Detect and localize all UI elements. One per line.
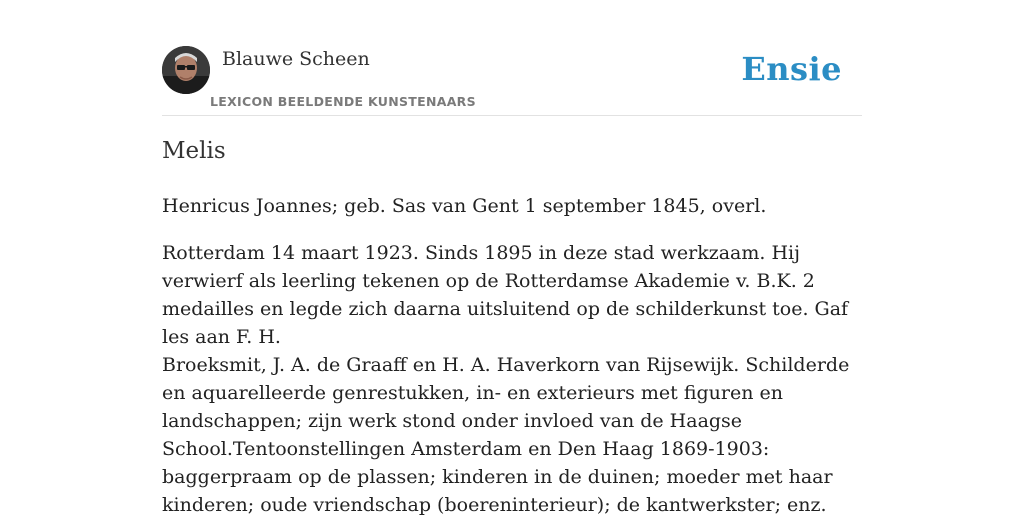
article-paragraph-1: Henricus Joannes; geb. Sas van Gent 1 september 1845, overl.: [162, 195, 767, 217]
avatar-photo: [162, 46, 210, 94]
article-paragraph-2: Rotterdam 14 maart 1923. Sinds 1895 in deze stad werkzaam. Hij verwierf als leerling tekenen op de Rotterdamse Akademie v. B.K. 2 medailles en legde zich daarna uitsluitend op de schilderkunst toe. Gaf les aan F. H.: [162, 242, 849, 348]
header-divider: [162, 115, 862, 116]
article-paragraph-3: Broeksmit, J. A. de Graaff en H. A. Haverkorn van Rijsewijk. Schilderde en aquarelleerde genrestukken, in- en exterieurs met figuren en landschappen; zijn werk stond onder invloed van de Haagse School.Tentoonstellingen Amsterdam en Den Haag 1869-1903: baggerpraam op de plassen; kinderen in de duinen; moeder met haar kinderen; oude vriendschap (boereninterieur); de kantwerkster; enz.: [162, 354, 850, 516]
article-header: [162, 46, 862, 116]
author-name[interactable]: Blauwe Scheen: [222, 48, 370, 70]
category-label[interactable]: LEXICON BEELDENDE KUNSTENAARS: [210, 94, 476, 109]
article-title: Melis: [162, 138, 226, 164]
avatar[interactable]: [162, 46, 210, 94]
ensie-logo[interactable]: Ensie: [741, 50, 842, 88]
